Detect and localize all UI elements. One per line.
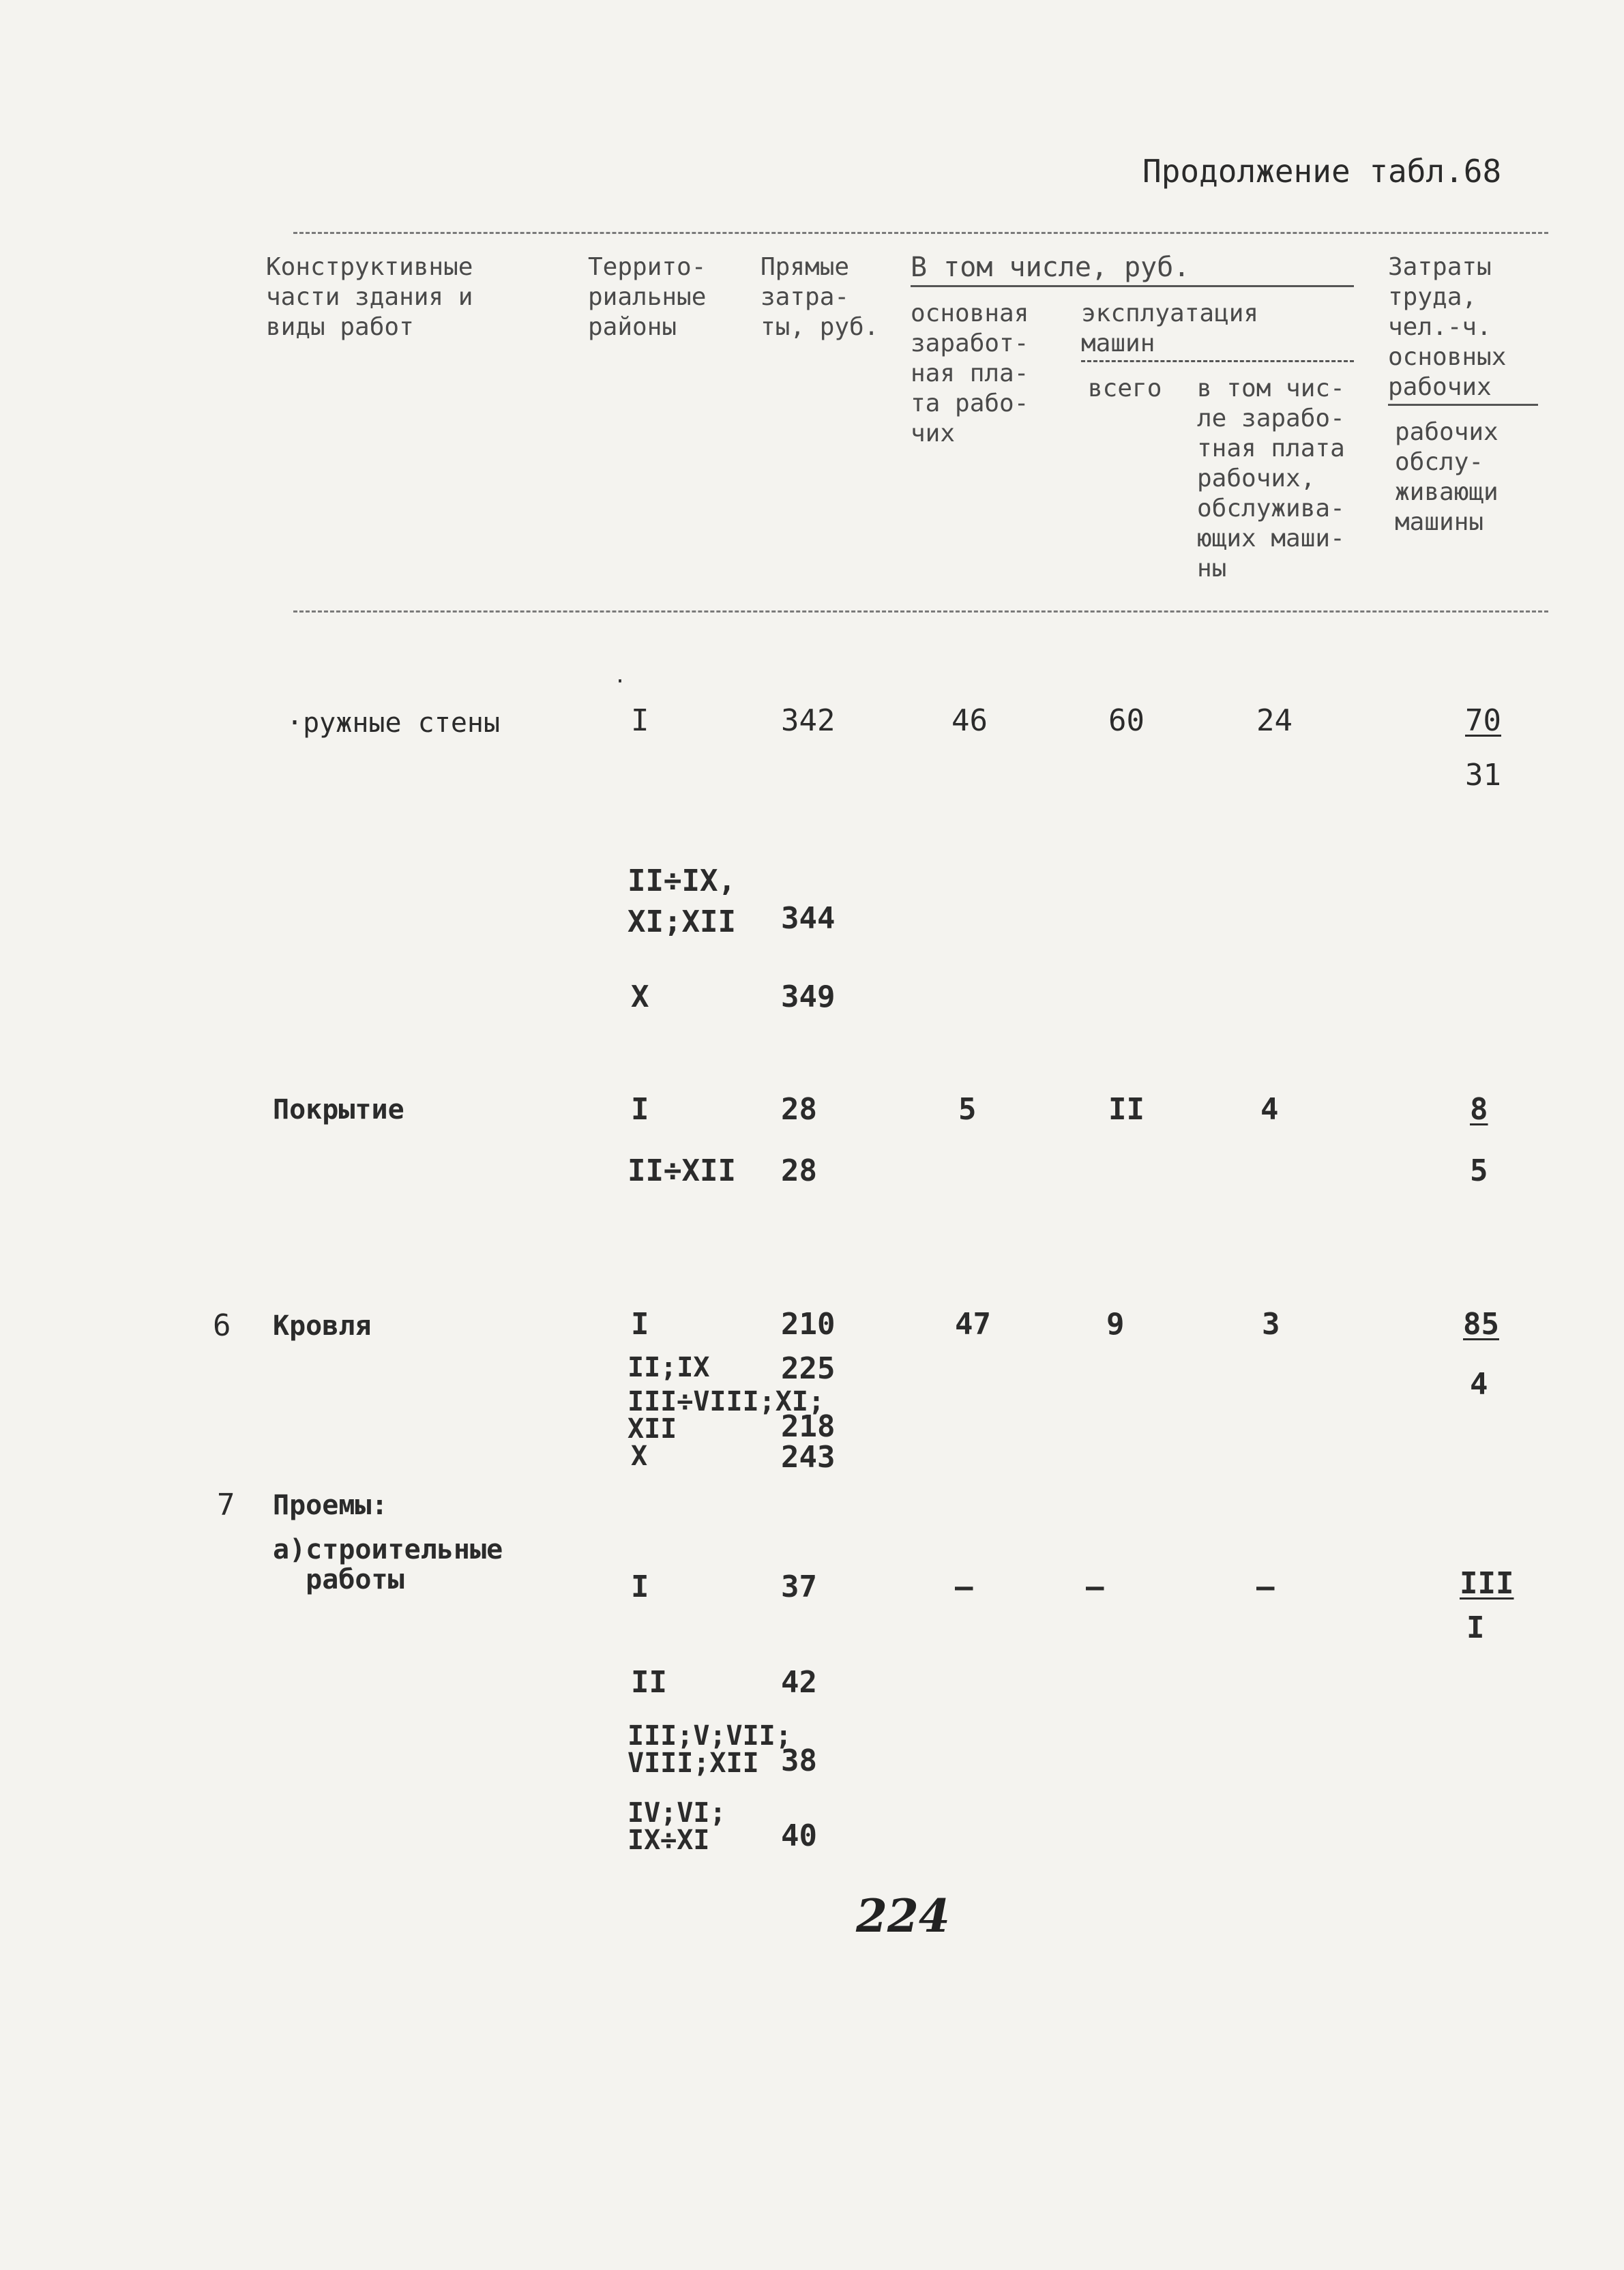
row-machine-wage: 4 (1260, 1092, 1279, 1127)
header-exploitation-total: всего (1088, 374, 1162, 402)
row-number: 6 (213, 1308, 231, 1343)
stray-mark: · (614, 670, 627, 694)
row-direct: 38 (781, 1743, 817, 1778)
header-labor-rule (1388, 404, 1538, 406)
row-district: X (631, 1441, 648, 1472)
header-top-rule (293, 232, 1548, 234)
row-district: I (631, 703, 649, 738)
row-wage: 46 (951, 703, 988, 738)
row-total: 60 (1108, 703, 1145, 738)
row-direct: 243 (781, 1440, 836, 1475)
row-labor-machine: 31 (1465, 758, 1501, 793)
row-direct: 210 (781, 1307, 836, 1342)
row-direct: 342 (781, 703, 836, 738)
header-including-rule (911, 285, 1354, 287)
header-main-wage: основная заработ- ная пла- та рабо- чих (911, 299, 1029, 447)
row-wage: 5 (958, 1092, 977, 1127)
row-total: 9 (1106, 1307, 1125, 1342)
row-direct: 225 (781, 1351, 836, 1386)
row-element: ·ружные стены (286, 707, 501, 739)
row-machine-wage: 3 (1262, 1307, 1280, 1342)
row-labor-machine: I (1466, 1610, 1485, 1645)
row-element: Кровля (273, 1310, 372, 1342)
row-district: III÷VIII;XI; XII (628, 1386, 825, 1445)
row-element: Проемы: (273, 1490, 388, 1521)
row-direct: 344 (781, 901, 836, 936)
row-direct: 42 (781, 1665, 817, 1700)
row-machine-wage: – (1256, 1569, 1275, 1604)
header-labor-main: основных рабочих (1388, 343, 1507, 401)
row-labor-machine: 5 (1470, 1153, 1488, 1188)
row-labor-machine: 4 (1470, 1367, 1488, 1402)
header-elements: Конструктивные части здания и виды работ (266, 253, 473, 341)
row-labor-main: 8 (1470, 1092, 1488, 1127)
header-districts: Террито- риальные районы (588, 253, 707, 341)
row-number: 7 (217, 1488, 235, 1522)
row-district: I (631, 1307, 649, 1342)
row-district: I (631, 1569, 649, 1604)
row-district: I (631, 1092, 649, 1127)
row-district: III;V;VII; VIII;XII (628, 1720, 792, 1779)
row-district: II (631, 1665, 667, 1700)
row-direct: 40 (781, 1818, 817, 1853)
row-labor-main: 85 (1463, 1307, 1499, 1342)
row-direct: 349 (781, 979, 836, 1014)
row-district: II;IX (628, 1352, 710, 1383)
row-wage: – (955, 1569, 973, 1604)
table-caption: Продолжение табл.68 (1142, 153, 1502, 190)
header-labor: Затраты труда, чел.-ч. (1388, 253, 1492, 341)
row-district: II÷XII (628, 1153, 736, 1188)
row-direct: 37 (781, 1569, 817, 1604)
header-exploitation-rule (1081, 360, 1354, 362)
row-labor-main: 70 (1465, 703, 1501, 738)
row-wage: 47 (955, 1307, 991, 1342)
row-direct: 28 (781, 1153, 817, 1188)
row-direct: 218 (781, 1409, 836, 1444)
row-district: X (631, 979, 649, 1014)
row-labor-main: III (1460, 1566, 1514, 1601)
header-labor-machine: рабочих обслу- живающи машины (1395, 418, 1498, 536)
row-element: а)строительные работы (273, 1534, 503, 1595)
header-machine-exploitation: эксплуатация машин (1081, 299, 1259, 357)
header-including: В том числе, руб. (911, 252, 1190, 283)
row-element: Покрытие (273, 1094, 404, 1125)
header-bottom-rule (293, 610, 1548, 613)
header-direct-costs: Прямые затра- ты, руб. (761, 253, 879, 341)
row-direct: 28 (781, 1092, 817, 1127)
row-district: II÷IX, XI;XII (628, 864, 736, 939)
row-total: II (1108, 1092, 1145, 1127)
page-number: 224 (856, 1889, 950, 1943)
header-machine-wage: в том чис- ле зарабо- тная плата рабочих, обслужива- ющих маши- ны (1197, 374, 1345, 583)
row-machine-wage: 24 (1256, 703, 1293, 738)
row-total: – (1086, 1569, 1104, 1604)
row-district: IV;VI; IX÷XI (628, 1797, 726, 1856)
